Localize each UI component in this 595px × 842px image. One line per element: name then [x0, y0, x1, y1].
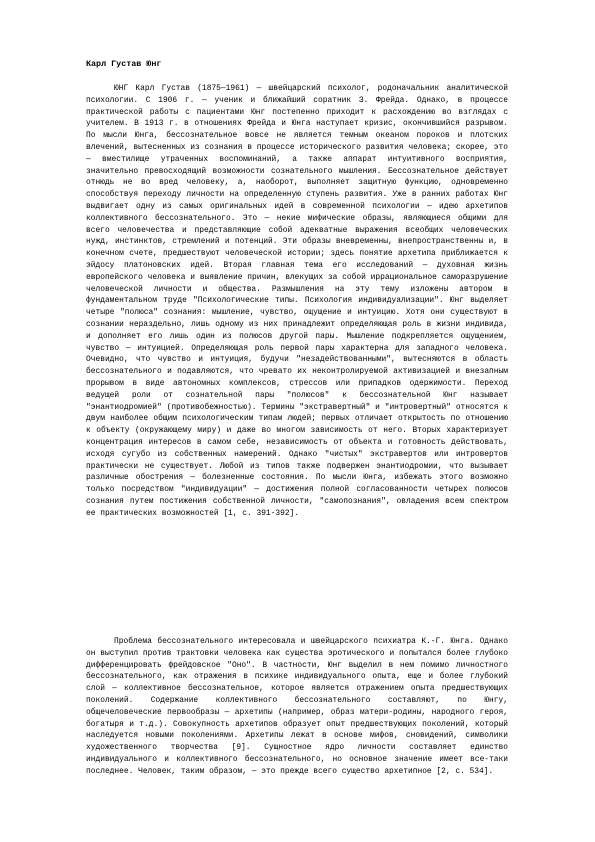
- paragraph-unconscious-problem: Проблема бессознательного интересовала и швейцарского психиатра К.-Г. Юнга. Однако он выступил против трактовки человека как существа эротического и попытался более глубоко дифференцировать фрейдовское "Оно". В частности, Юнг выделил в нем помимо личностного бессознательного, как отражения в психике индивидуального опыта, еще и более глубокий слой — коллективное бессознательное, которое является отражением опыта предшествующих поколений. Содержание коллективного бессознательного составляют, по Юнгу, общечеловеческие первообразы — архетипы (например, образ матери-родины, народного героя, богатыря и т.д.). Совокупность архетипов образует опыт предшествующих поколений, который наследуется новыми поколениями. Архетипы лежат в основе мифов, сновидений, символики художественного творчества [9]. Сущностное ядро личности составляет единство индивидуального и коллективного бессознательного, но основное значение имеет все-таки последнее. Человек, таким образом, — это прежде всего существо архетипное [2, с. 534].: [86, 637, 508, 776]
- paragraph-jung-biography: ЮНГ Карл Густав (1875—1961) — швейцарский психолог, родоначальник аналитической психологии. С 1906 г. — ученик и ближайший соратник З. Фрейда. Однако, в процессе практической работы с пациентами Юнг постепенно приходит к расхождению во взглядах с учителем. В 1913 г. в отношениях Фрейда и Юнга наступает кризис, окончившийся разрывом. По мысли Юнга, бессознательное вовсе не является темным океаном пороков и плотских влечений, вытесненных из сознания в процессе исторического развития человека; скорее, это — вместилище утраченных воспоминаний, а также аппарат интуитивного восприятия, значительно превосходящий возможности сознательного мышления. Бессознательное действует отнюдь не во вред человеку, а, наоборот, выполняет защитную функцию, одновременно способствуя переходу личности на определенную ступень развития. Уже в ранних работах Юнг выдвигает одну из самых оригинальных идей в современной психологии — идею архетипов коллективного бессознательного. Это — некие мифические образы, являющиеся общими для всего человечества и представляющие собой адекватные выражения всеобщих человеческих нужд, инстинктов, стремлений и потенций. Эти образы вневременны, внепространственны и, в конечном счете, предшествуют человеческой истории; здесь понятие архетипа приближается к эйдосу платоновских идей. Вторая главная тема его исследований — духовная жизнь европейского человека и выявление причин, влекущих за собой иррациональное саморазрушение человеческой личности и общества. Размышления на эту тему изложены автором в фундаментальном труде "Психологические типы. Психология индивидуализации". Юнг выделяет четыре "полюса" сознания: мышление, чувство, ощущение и интуицию. Хотя они существуют в сознании нераздельно, лишь одному из них принадлежит определяющая роль в жизни индивида, и дополняет его лишь один из полюсов другой пары. Мышление подкрепляется ощущением, чувство — интуицией. Определяющая роль первой пары характерна для западного человека. Очевидно, что чувство и интуиция, будучи "незадействованными", вытесняются в область бессознательного и подавляются, что чревато их неконтролируемой активизацией и внезапным прорывом в виде автономных комплексов, стрессов или припадков одержимости. Переход ведущей роли от сознательной пары "полюсов" к бессознательной Юнг называет "энантиодромией" (противобежностью). Термины "экстравертный" и "интровертный" относятся к двум наиболее общим психологическим типам людей; первых отличает открытость по отношению к объекту (окружающему миру) и даже во многом зависимость от него. Вторых характеризует концентрация интересов в самом себе, независимость от объекта и готовность действовать, исходя сугубо из собственных намерений. Однако "чистых" экстравертов или интровертов практически не существует. Любой из типов также подвержен энантиодромии, что вызывает различные обострения — болезненные состояния. По мысли Юнга, избежать этого возможно только посредством "индивидуации" — достижения полной согласованности четырех полюсов сознания путем постижения собственной личности, "самопознания", овладения всем спектром ее практических возможностей [1, с. 391-392].: [86, 84, 508, 518]
- document-heading: Карл Густав Юнг: [86, 59, 162, 69]
